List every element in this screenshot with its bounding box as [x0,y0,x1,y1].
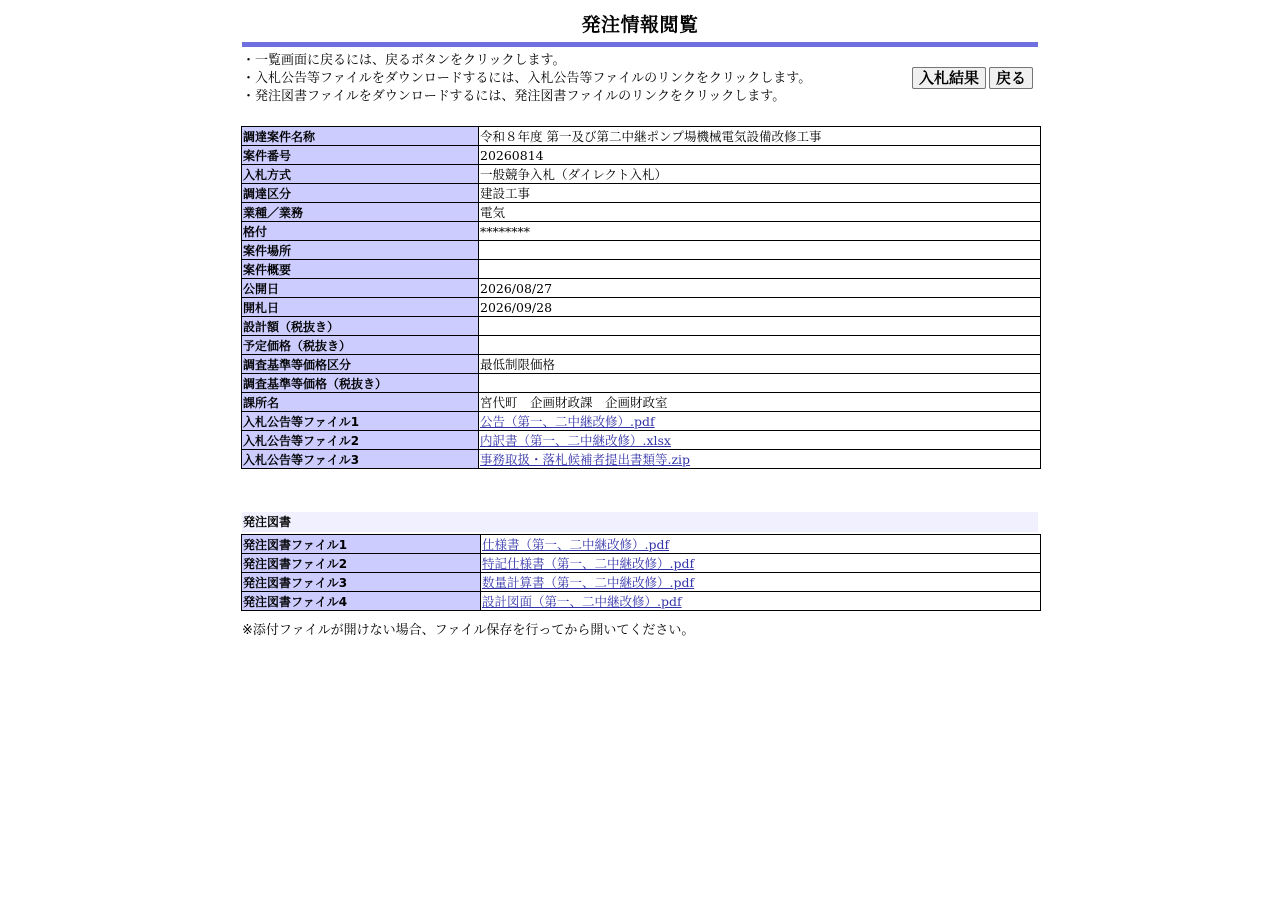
table-row [242,165,1041,184]
instructions [242,52,811,106]
table-row [242,184,1041,203]
page-title: 発注情報閲覧 [581,14,699,36]
row-value: 宮代町 企画財政課 企画財政室 [479,393,1041,412]
table-row [242,317,1041,336]
table-row [242,298,1041,317]
table-row [242,535,1041,554]
row-value: ******** [479,222,1041,241]
row-value: 令和８年度 第一及び第二中継ポンプ場機械電気設備改修工事 [479,127,1041,146]
row-value [479,241,1041,260]
table-row [242,222,1041,241]
row-label: 調達区分 [242,184,479,203]
table-row [242,592,1041,611]
table-row [242,450,1041,469]
file-link[interactable]: 仕様書（第一、二中継改修）.pdf [482,537,670,552]
row-label: 案件概要 [242,260,479,279]
table-row [242,412,1041,431]
row-label: 公開日 [242,279,479,298]
instruction-line: ・発注図書ファイルをダウンロードするには、発注図書ファイルのリンクをクリックします。 [242,89,786,104]
row-label: 入札公告等ファイル3 [242,450,479,469]
table-row [242,203,1041,222]
row-label: 発注図書ファイル2 [242,554,481,573]
row-value [479,431,1041,450]
row-label: 予定価格（税抜き） [242,336,479,355]
row-label: 発注図書ファイル3 [242,573,481,592]
table-row [242,336,1041,355]
row-label: 課所名 [242,393,479,412]
row-label: 入札方式 [242,165,479,184]
row-label: 入札公告等ファイル1 [242,412,479,431]
table-row [242,374,1041,393]
row-label: 開札日 [242,298,479,317]
row-value: 2026/09/28 [479,298,1041,317]
table-row [242,260,1041,279]
row-label: 調達案件名称 [242,127,479,146]
row-value: 電気 [479,203,1041,222]
row-value [479,412,1041,431]
table-row [242,146,1041,165]
drawings-section-title: 発注図書 [242,512,1038,532]
file-link[interactable]: 特記仕様書（第一、二中継改修）.pdf [482,556,695,571]
file-link[interactable]: 事務取扱・落札候補者提出書類等.zip [480,452,691,467]
table-row [242,279,1041,298]
file-link[interactable]: 内訳書（第一、二中継改修）.xlsx [480,433,671,448]
title-divider [242,42,1038,47]
row-value [479,450,1041,469]
table-row [242,355,1041,374]
table-row [242,127,1041,146]
drawings-table [241,534,1041,611]
row-value [481,554,1041,573]
row-label: 案件番号 [242,146,479,165]
instruction-line: ・入札公告等ファイルをダウンロードするには、入札公告等ファイルのリンクをクリックします。 [242,71,812,86]
row-value [481,573,1041,592]
row-label: 業種／業務 [242,203,479,222]
row-value: 一般競争入札（ダイレクト入札） [479,165,1041,184]
table-row [242,431,1041,450]
file-link[interactable]: 公告（第一、二中継改修）.pdf [480,414,655,429]
row-value: 最低制限価格 [479,355,1041,374]
file-link[interactable]: 設計図面（第一、二中継改修）.pdf [482,594,682,609]
row-label: 案件場所 [242,241,479,260]
row-value [481,592,1041,611]
table-row [242,554,1041,573]
row-value [479,317,1041,336]
table-row [242,393,1041,412]
instruction-line: ・一覧画面に戻るには、戻るボタンをクリックします。 [242,53,566,68]
row-label: 入札公告等ファイル2 [242,431,479,450]
bid-result-button[interactable]: 入札結果 [912,67,986,89]
row-value [481,535,1041,554]
action-buttons [912,67,1033,89]
row-value [479,260,1041,279]
footnote: ※添付ファイルが開けない場合、ファイル保存を行ってから開いてください。 [242,623,695,638]
row-value [479,336,1041,355]
table-row [242,573,1041,592]
row-label: 発注図書ファイル4 [242,592,481,611]
table-row [242,241,1041,260]
row-value: 建設工事 [479,184,1041,203]
file-link[interactable]: 数量計算書（第一、二中継改修）.pdf [482,575,695,590]
back-button[interactable]: 戻る [989,67,1033,89]
row-label: 設計額（税抜き） [242,317,479,336]
row-value: 2026/08/27 [479,279,1041,298]
row-label: 発注図書ファイル1 [242,535,481,554]
details-table [241,126,1041,469]
row-label: 格付 [242,222,479,241]
row-label: 調査基準等価格区分 [242,355,479,374]
row-label: 調査基準等価格（税抜き） [242,374,479,393]
row-value [479,374,1041,393]
row-value: 20260814 [479,146,1041,165]
